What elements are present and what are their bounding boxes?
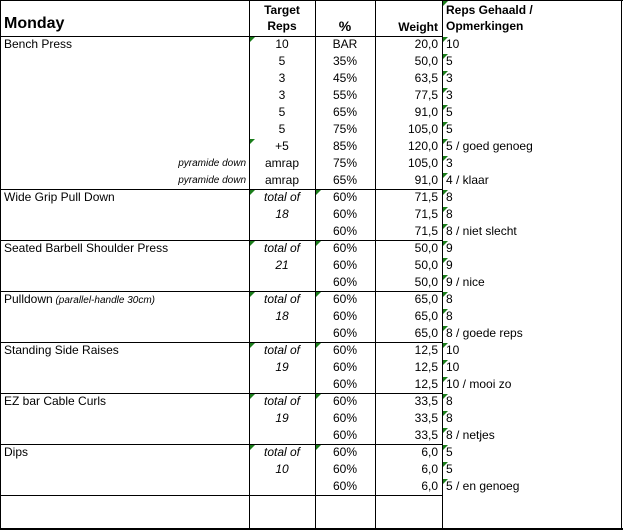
grid-line-percent (315, 0, 316, 528)
percent-cell[interactable]: 60% (332, 445, 358, 459)
grid-line-top (0, 0, 623, 1)
header-day[interactable]: Monday (4, 15, 65, 32)
percent-cell[interactable]: 60% (332, 360, 358, 374)
comment-marker-icon (250, 190, 255, 195)
header-weight[interactable]: Weight (398, 20, 438, 34)
percent-cell[interactable]: 60% (332, 479, 358, 493)
grid-line-reps (442, 0, 443, 528)
percent-cell[interactable]: 65% (332, 105, 358, 119)
header-target-line1[interactable]: Target (264, 3, 300, 17)
reps-achieved-cell[interactable]: 8 / netjes (446, 428, 495, 442)
reps-achieved-cell[interactable]: 9 (446, 258, 453, 272)
comment-marker-icon (443, 105, 448, 110)
group-separator (0, 189, 442, 190)
target-reps-cell[interactable]: total of (263, 394, 301, 408)
comment-marker-icon (316, 394, 321, 399)
exercise-name-text: Pulldown (4, 292, 53, 306)
weight-cell[interactable]: 12,5 (414, 360, 438, 374)
target-reps-cell[interactable]: 19 (275, 360, 289, 374)
target-reps-cell[interactable] (250, 223, 314, 240)
percent-cell[interactable]: 60% (332, 343, 358, 357)
reps-achieved-cell[interactable]: 4 / klaar (446, 173, 489, 187)
target-reps-cell[interactable]: total of (263, 292, 301, 306)
comment-marker-icon (443, 377, 448, 382)
weight-cell[interactable]: 33,5 (414, 428, 438, 442)
comment-marker-icon (443, 88, 448, 93)
reps-achieved-cell[interactable]: 9 / nice (446, 275, 485, 289)
weight-cell[interactable]: 65,0 (414, 326, 438, 340)
comment-marker-icon (250, 139, 255, 144)
row-note[interactable]: pyramide down (178, 158, 246, 169)
target-reps-cell[interactable]: 21 (275, 258, 289, 272)
comment-marker-icon (316, 343, 321, 348)
comment-marker-icon (443, 326, 448, 331)
comment-marker-icon (443, 343, 448, 348)
comment-marker-icon (250, 241, 255, 246)
exercise-name[interactable] (4, 36, 244, 53)
weight-cell[interactable]: 65,0 (414, 292, 438, 306)
weight-cell[interactable]: 50,0 (414, 54, 438, 68)
weight-cell[interactable]: 50,0 (414, 258, 438, 272)
reps-achieved-cell[interactable]: 8 / goede reps (446, 326, 523, 340)
percent-cell[interactable]: 60% (332, 292, 358, 306)
percent-cell[interactable]: 60% (332, 224, 358, 238)
comment-marker-icon (443, 394, 448, 399)
reps-achieved-cell[interactable]: 5 (446, 105, 453, 119)
header-percent[interactable]: % (338, 18, 352, 34)
comment-marker-icon (250, 394, 255, 399)
comment-marker-icon (443, 275, 448, 280)
comment-marker-icon (443, 479, 448, 484)
comment-marker-icon (443, 54, 448, 59)
comment-marker-icon (316, 241, 321, 246)
percent-cell[interactable]: 60% (332, 241, 358, 255)
target-reps-cell[interactable]: amrap (264, 173, 299, 187)
target-reps-cell[interactable]: total of (263, 241, 301, 255)
comment-marker-icon (443, 37, 448, 42)
exercise-name[interactable] (4, 240, 244, 257)
target-reps-cell[interactable]: amrap (264, 156, 299, 170)
target-reps-cell[interactable]: 5 (278, 105, 286, 119)
target-reps-cell[interactable] (250, 274, 314, 291)
comment-marker-icon (443, 71, 448, 76)
reps-achieved-cell[interactable]: 5 (446, 54, 453, 68)
grid-line-weight (375, 0, 376, 528)
exercise-name[interactable] (4, 444, 244, 461)
weight-cell[interactable]: 6,0 (421, 462, 438, 476)
header-reps-line1[interactable]: Reps Gehaald / (446, 3, 533, 17)
percent-cell[interactable]: 35% (332, 54, 358, 68)
exercise-name[interactable] (4, 342, 244, 359)
reps-achieved-cell[interactable]: 8 / niet slecht (446, 224, 517, 238)
target-reps-cell[interactable]: 18 (275, 309, 289, 323)
group-separator (0, 342, 442, 343)
exercise-name-text: Bench Press (4, 37, 73, 51)
reps-achieved-cell[interactable]: 3 (446, 156, 453, 170)
exercise-name-text: Seated Barbell Shoulder Press (4, 241, 169, 255)
weight-cell[interactable]: 6,0 (421, 479, 438, 493)
target-reps-cell[interactable] (250, 376, 314, 393)
weight-cell[interactable]: 65,0 (414, 309, 438, 323)
reps-achieved-cell[interactable]: 5 / goed genoeg (446, 139, 533, 153)
target-reps-cell[interactable]: total of (263, 343, 301, 357)
header-target-line2[interactable]: Reps (267, 19, 297, 33)
reps-achieved-cell[interactable]: 9 (446, 241, 453, 255)
comment-marker-icon (443, 445, 448, 450)
comment-marker-icon (250, 445, 255, 450)
reps-achieved-cell[interactable]: 5 (446, 445, 453, 459)
group-separator (0, 444, 442, 445)
exercise-name[interactable] (4, 291, 244, 308)
percent-cell[interactable]: 65% (332, 173, 358, 187)
target-reps-cell[interactable]: 3 (278, 71, 286, 85)
target-reps-cell[interactable]: +5 (275, 139, 289, 153)
target-reps-cell[interactable]: 10 (275, 37, 289, 51)
weight-cell[interactable]: 50,0 (414, 241, 438, 255)
grid-line-target (249, 0, 250, 528)
weight-cell[interactable]: 105,0 (407, 122, 438, 136)
weight-cell[interactable]: 120,0 (407, 139, 438, 153)
percent-cell[interactable]: 60% (332, 377, 358, 391)
comment-marker-icon (250, 37, 255, 42)
header-reps-line2[interactable]: Opmerkingen (446, 19, 524, 33)
weight-cell[interactable]: 63,5 (414, 71, 438, 85)
percent-cell[interactable]: 60% (332, 394, 358, 408)
comment-marker-icon (316, 190, 321, 195)
exercise-name[interactable] (4, 393, 244, 410)
target-reps-cell[interactable]: 5 (278, 54, 286, 68)
reps-achieved-cell[interactable]: 10 (446, 343, 460, 357)
comment-marker-icon (443, 428, 448, 433)
comment-marker-icon (443, 156, 448, 161)
percent-cell[interactable]: 60% (332, 275, 358, 289)
target-reps-cell[interactable] (250, 427, 314, 444)
reps-achieved-cell[interactable]: 10 / mooi zo (446, 377, 512, 391)
comment-marker-icon (250, 292, 255, 297)
exercise-name[interactable] (4, 189, 244, 206)
reps-achieved-cell[interactable]: 8 (446, 292, 453, 306)
group-separator (0, 393, 442, 394)
comment-marker-icon (316, 445, 321, 450)
comment-marker-icon (443, 241, 448, 246)
group-separator (0, 36, 442, 37)
percent-cell[interactable]: 55% (332, 88, 358, 102)
comment-marker-icon (443, 207, 448, 212)
exercise-name-note: (parallel-handle 30cm) (52, 295, 155, 306)
percent-cell[interactable]: 60% (332, 411, 358, 425)
percent-cell[interactable]: 45% (332, 71, 358, 85)
comment-marker-icon (443, 258, 448, 263)
comment-marker-icon (443, 411, 448, 416)
reps-achieved-cell[interactable]: 10 (446, 360, 460, 374)
reps-achieved-cell[interactable]: 5 (446, 462, 453, 476)
weight-cell[interactable]: 91,0 (414, 105, 438, 119)
grid-line-left (0, 0, 1, 530)
percent-cell[interactable]: 75% (332, 156, 358, 170)
row-note[interactable]: pyramide down (178, 175, 246, 186)
percent-cell[interactable]: 75% (332, 122, 358, 136)
comment-marker-icon (250, 343, 255, 348)
group-separator (0, 495, 442, 496)
target-reps-cell[interactable] (250, 478, 314, 495)
weight-cell[interactable]: 71,5 (414, 224, 438, 238)
target-reps-cell[interactable]: 10 (275, 462, 289, 476)
target-reps-cell[interactable] (250, 325, 314, 342)
reps-achieved-cell[interactable]: 3 (446, 71, 453, 85)
grid-line-right (621, 0, 622, 530)
percent-cell[interactable]: 60% (332, 207, 358, 221)
comment-marker-icon (443, 190, 448, 195)
weight-cell[interactable]: 12,5 (414, 377, 438, 391)
weight-cell[interactable]: 6,0 (421, 445, 438, 459)
weight-cell[interactable]: 91,0 (414, 173, 438, 187)
percent-cell[interactable]: 60% (332, 190, 358, 204)
reps-achieved-cell[interactable]: 8 (446, 309, 453, 323)
weight-cell[interactable]: 77,5 (414, 88, 438, 102)
reps-achieved-cell[interactable]: 8 (446, 207, 453, 221)
target-reps-cell[interactable]: total of (263, 190, 301, 204)
weight-cell[interactable]: 105,0 (407, 156, 438, 170)
comment-marker-icon (443, 1, 448, 6)
reps-achieved-cell[interactable]: 5 (446, 122, 453, 136)
percent-cell[interactable]: 60% (332, 428, 358, 442)
weight-cell[interactable]: 71,5 (414, 190, 438, 204)
group-separator (0, 291, 442, 292)
percent-cell[interactable]: 85% (332, 139, 358, 153)
weight-cell[interactable]: 50,0 (414, 275, 438, 289)
group-separator (0, 240, 442, 241)
comment-marker-icon (443, 292, 448, 297)
target-reps-cell[interactable]: 19 (275, 411, 289, 425)
weight-cell[interactable]: 71,5 (414, 207, 438, 221)
percent-cell[interactable]: 60% (332, 309, 358, 323)
target-reps-cell[interactable]: total of (263, 445, 301, 459)
comment-marker-icon (443, 224, 448, 229)
comment-marker-icon (443, 139, 448, 144)
weight-cell[interactable]: 12,5 (414, 343, 438, 357)
reps-achieved-cell[interactable]: 8 (446, 394, 453, 408)
exercise-name-text: Standing Side Raises (4, 343, 119, 357)
percent-cell[interactable]: BAR (332, 37, 358, 51)
percent-cell[interactable]: 60% (332, 462, 358, 476)
reps-achieved-cell[interactable]: 3 (446, 88, 453, 102)
exercise-name-text: Wide Grip Pull Down (4, 190, 115, 204)
exercise-name-text: Dips (4, 445, 29, 459)
comment-marker-icon (443, 360, 448, 365)
weight-cell[interactable]: 33,5 (414, 394, 438, 408)
comment-marker-icon (443, 173, 448, 178)
reps-achieved-cell[interactable]: 8 (446, 411, 453, 425)
comment-marker-icon (316, 292, 321, 297)
target-reps-cell[interactable]: 3 (278, 88, 286, 102)
percent-cell[interactable]: 60% (332, 326, 358, 340)
weight-cell[interactable]: 20,0 (414, 37, 438, 51)
comment-marker-icon (443, 462, 448, 467)
reps-achieved-cell[interactable]: 10 (446, 37, 460, 51)
target-reps-cell[interactable]: 5 (278, 122, 286, 136)
comment-marker-icon (443, 122, 448, 127)
comment-marker-icon (443, 309, 448, 314)
reps-achieved-cell[interactable]: 5 / en genoeg (446, 479, 520, 493)
target-reps-cell[interactable]: 18 (275, 207, 289, 221)
weight-cell[interactable]: 33,5 (414, 411, 438, 425)
exercise-name-text: EZ bar Cable Curls (4, 394, 107, 408)
reps-achieved-cell[interactable]: 8 (446, 190, 453, 204)
percent-cell[interactable]: 60% (332, 258, 358, 272)
